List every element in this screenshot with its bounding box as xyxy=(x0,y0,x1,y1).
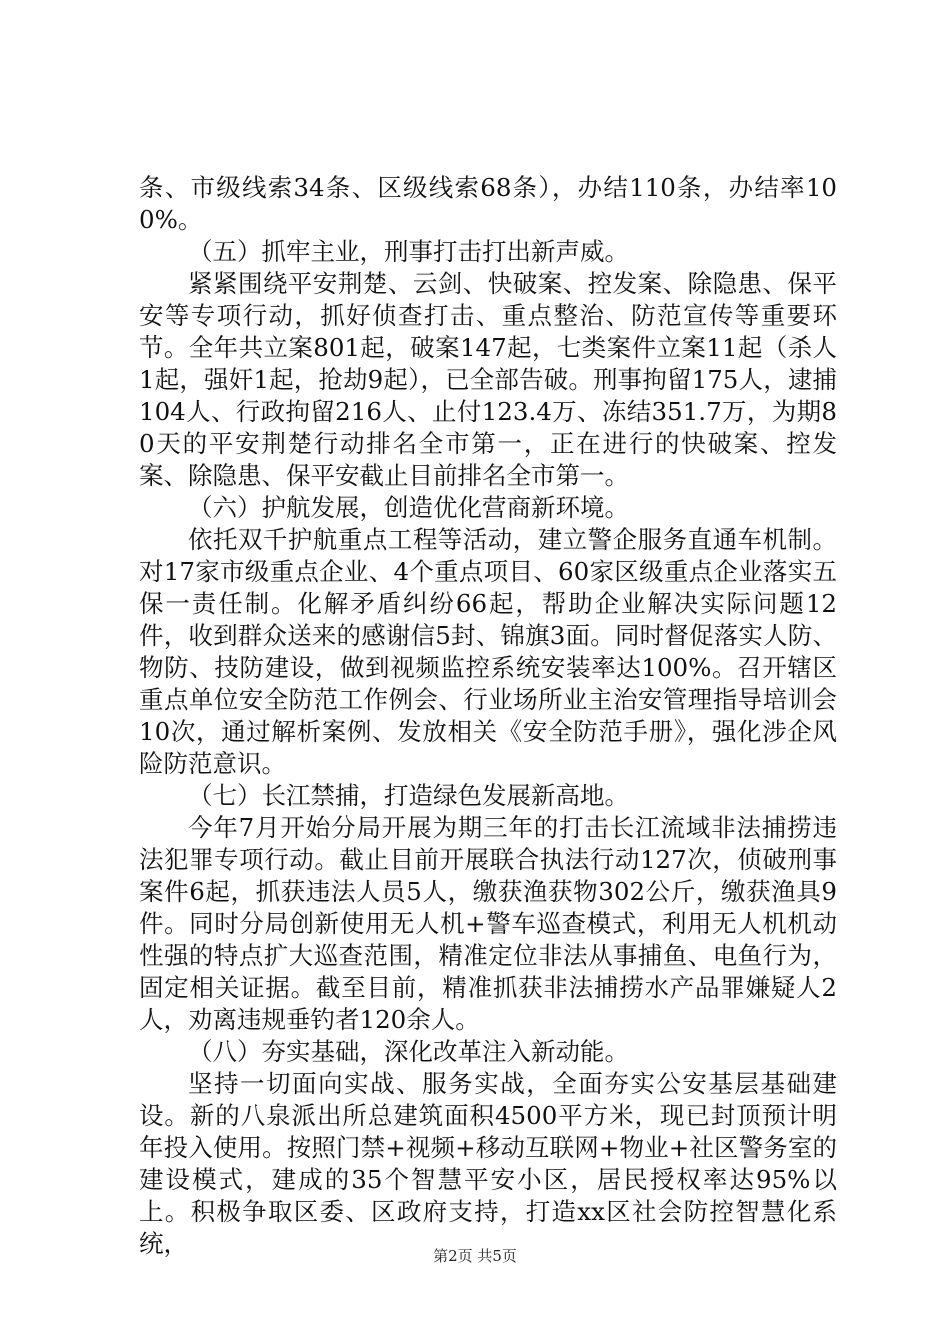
paragraph-criminal-strike: 紧紧围绕平安荆楚、云剑、快破案、控发案、除隐患、保平安等专项行动，抓好侦查打击、重点整治、防范宣传等重要环节。全年共立案801起，破案147起，七类案件立案11起（杀人1起，强奸1起，抢劫9起），已全部告破。刑事拘留175人，逮捕104人、行政拘留216人、止付123.4万、冻结351.7万，为期80天的平安荆楚行动排名全市第一，正在进行的快破案、控发案、除隐患、保平安截止目前排名全市第一。 xyxy=(139,269,837,490)
document-body xyxy=(139,172,837,1260)
paragraph-business-environment: 依托双千护航重点工程等活动，建立警企服务直通车机制。对17家市级重点企业、4个重点项目、60家区级重点企业落实五保一责任制。化解矛盾纠纷66起，帮助企业解决实际问题12件，收到群众送来的感谢信5封、锦旗3面。同时督促落实人防、物防、技防建设，做到视频监控系统安装率达100%。召开辖区重点单位安全防范工作例会、行业场所业主治安管理指导培训会10次，通过解析案例、发放相关《安全防范手册》，强化涉企风险防范意识。 xyxy=(139,525,837,778)
paragraph-foundation-reform: 坚持一切面向实战、服务实战，全面夯实公安基层基础建设。新的八泉派出所总建筑面积4500平方米，现已封顶预计明年投入使用。按照门禁+视频+移动互联网+物业+社区警务室的建设模式，建成的35个智慧平安小区，居民授权率达95%以上。积极争取区委、区政府支持，打造xx区社会防控智慧化系统， xyxy=(139,1069,837,1258)
paragraph-continuation: 条、市级线索34条、区级线索68条），办结110条，办结率100%。 xyxy=(139,173,837,234)
section-heading-5: （五）抓牢主业，刑事打击打出新声威。 xyxy=(188,237,629,266)
section-heading-7: （七）长江禁捕，打造绿色发展新高地。 xyxy=(188,781,629,810)
section-heading-8: （八）夯实基础，深化改革注入新动能。 xyxy=(188,1037,629,1066)
page-footer: 第2页 共5页 xyxy=(433,1247,517,1265)
section-heading-6: （六）护航发展，创造优化营商新环境。 xyxy=(188,493,629,522)
paragraph-yangtze-fishing-ban: 今年7月开始分局开展为期三年的打击长江流域非法捕捞违法犯罪专项行动。截止目前开展联合执法行动127次，侦破刑事案件6起，抓获违法人员5人，缴获渔获物302公斤，缴获渔具9件。同时分局创新使用无人机+警车巡查模式，利用无人机机动性强的特点扩大巡查范围，精准定位非法从事捕鱼、电鱼行为，固定相关证据。截至目前，精准抓获非法捕捞水产品罪嫌疑人2人，劝离违规垂钓者120余人。 xyxy=(139,813,837,1034)
